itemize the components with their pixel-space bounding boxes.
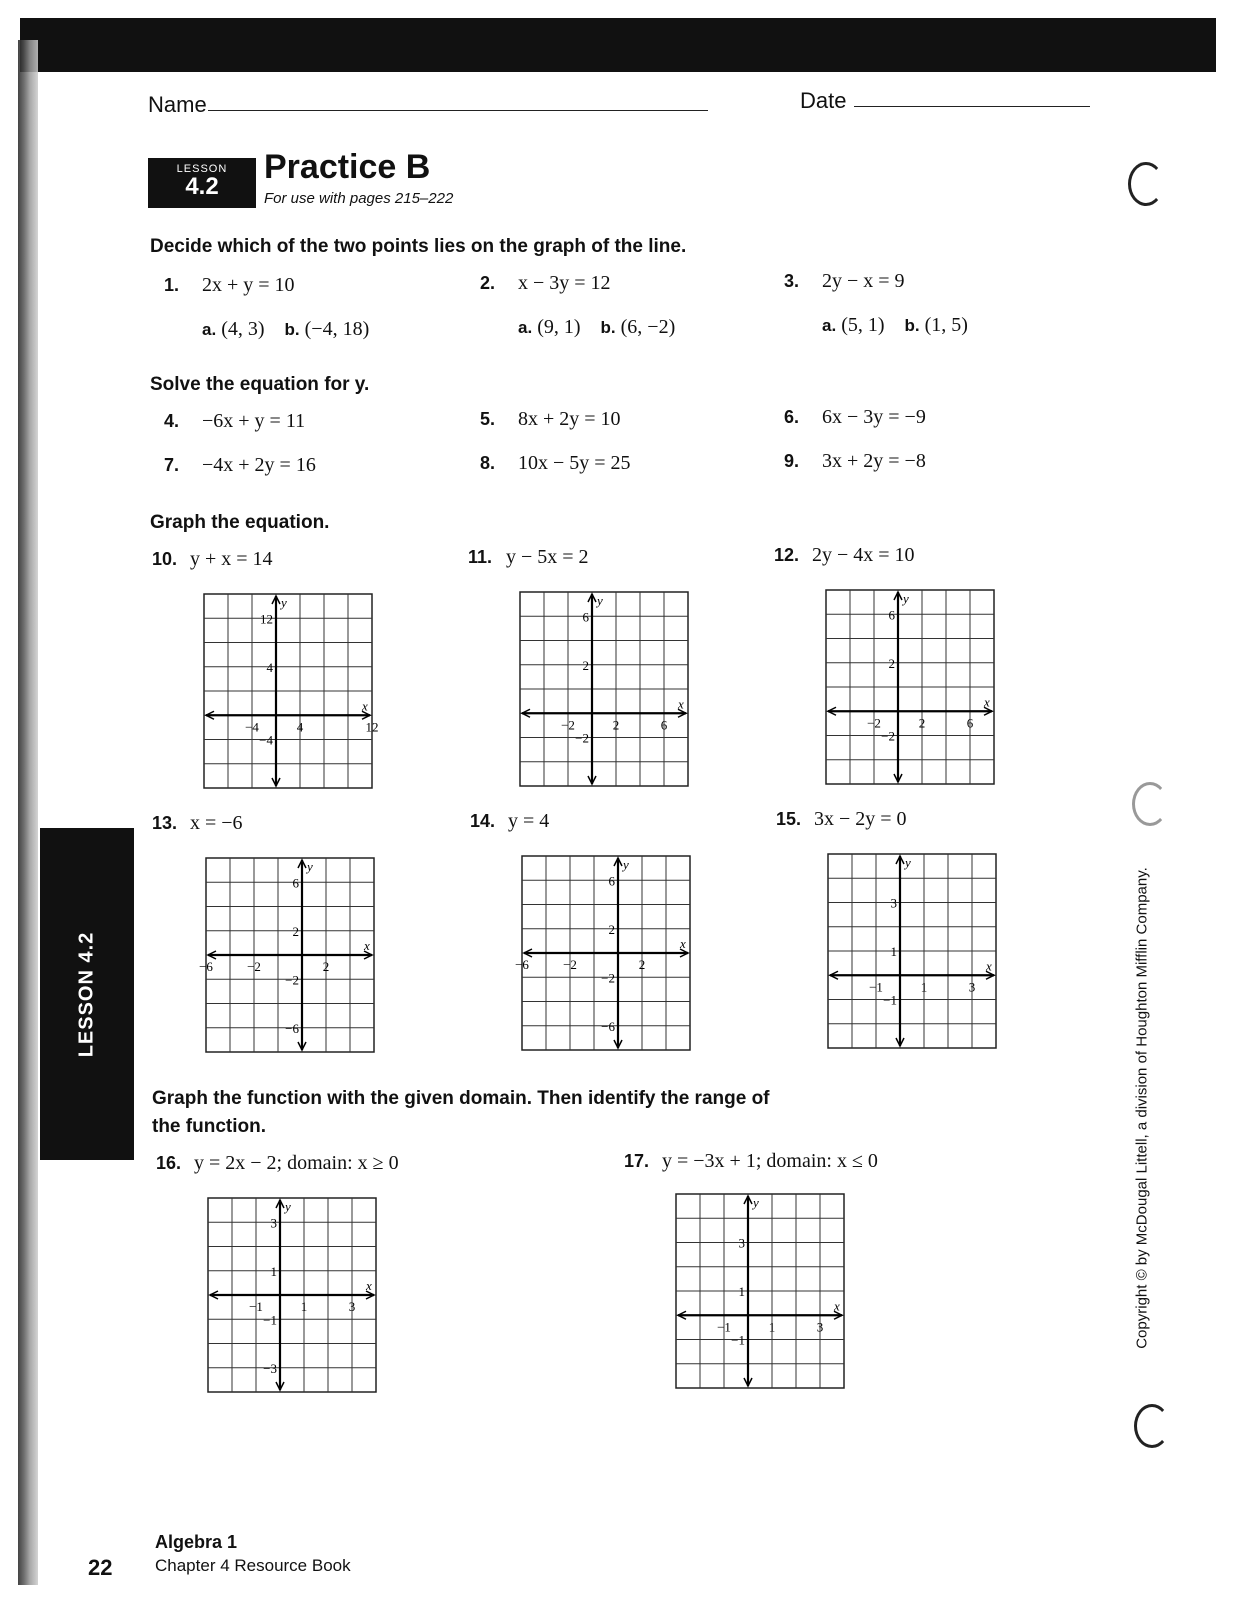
name-field[interactable]	[208, 110, 708, 111]
problem-number: 3.	[784, 271, 800, 291]
graph-11[interactable]	[518, 590, 690, 788]
y-tick-label: 6	[292, 875, 299, 891]
problem-number: 9.	[784, 451, 800, 471]
problem-10	[152, 548, 273, 571]
problem-number: 17.	[624, 1151, 650, 1171]
y-axis-label: y	[905, 855, 911, 870]
choice-a: (9, 1)	[537, 316, 581, 338]
problem-3	[784, 270, 905, 293]
y-tick-label: −1	[731, 1332, 745, 1348]
y-axis-label: y	[597, 593, 603, 608]
y-tick-label: 4	[266, 659, 273, 675]
problem-7	[164, 454, 316, 477]
x-axis-label: x	[986, 958, 992, 974]
x-tick-label: −1	[249, 1299, 263, 1314]
copyright-text: Copyright © by McDougal Littell, a division of Houghton Mifflin Company.	[1133, 867, 1151, 1349]
problem-14	[470, 810, 549, 833]
problem-15	[776, 808, 907, 831]
y-tick-label: 3	[738, 1235, 745, 1251]
y-axis-label: y	[903, 591, 909, 606]
x-tick-label: 6	[966, 715, 974, 731]
equation: −4x + 2y = 16	[202, 454, 316, 476]
y-tick-label: −1	[263, 1312, 277, 1328]
y-tick-label: −3	[263, 1360, 277, 1376]
problem-16	[156, 1152, 399, 1175]
x-tick-label: 3	[348, 1299, 356, 1314]
problem-number: 8.	[480, 453, 496, 473]
graph-13[interactable]	[199, 856, 376, 1054]
problem-number: 1.	[164, 275, 180, 295]
graph-12[interactable]	[824, 588, 996, 786]
x-tick-label: −2	[561, 717, 575, 733]
x-tick-label: 2	[322, 959, 330, 974]
y-tick-label: 3	[270, 1215, 277, 1231]
problem-11	[468, 546, 589, 569]
y-tick-label: 12	[260, 611, 273, 627]
lesson-badge-label: LESSON	[176, 163, 228, 175]
graph-16[interactable]	[206, 1196, 378, 1394]
y-tick-label: −6	[601, 1018, 615, 1034]
side-tab-label-wrap	[40, 828, 134, 1160]
problem-17	[624, 1150, 878, 1173]
problem-number: 6.	[784, 407, 800, 427]
y-tick-label: 6	[608, 873, 615, 889]
y-tick-label: −6	[285, 1020, 299, 1036]
x-tick-label: 2	[612, 717, 620, 733]
choice-label: a.	[822, 316, 837, 335]
x-axis-label: x	[984, 694, 990, 710]
x-tick-label: −1	[869, 979, 883, 995]
equation: 3x + 2y = −8	[822, 450, 926, 472]
choice-b: (−4, 18)	[304, 318, 370, 340]
choice-b: (6, −2)	[620, 316, 676, 338]
y-tick-label: −2	[285, 972, 299, 988]
footer-chapter: Chapter 4 Resource Book	[155, 1556, 351, 1575]
x-axis-label: x	[680, 936, 686, 951]
equation: x = −6	[190, 812, 243, 834]
x-axis-label: x	[678, 696, 684, 712]
side-tab-label: LESSON 4.2	[75, 931, 98, 1057]
section-heading-function: Graph the function with the given domain. Then identify the range of	[152, 1088, 770, 1109]
binding-edge	[18, 40, 38, 1585]
x-tick-label: −6	[199, 959, 213, 974]
problem-5	[480, 408, 621, 431]
binder-hole-bottom	[1134, 1404, 1170, 1448]
y-tick-label: −1	[883, 992, 897, 1008]
date-label: Date	[800, 88, 847, 113]
page-subtitle: For use with pages 215–222	[264, 190, 454, 207]
problem-number: 11.	[468, 547, 493, 567]
y-tick-label: −2	[881, 728, 895, 744]
y-tick-label: 1	[890, 944, 897, 959]
y-tick-label: 3	[890, 895, 897, 911]
x-axis-label: x	[364, 938, 370, 953]
x-tick-label: 2	[918, 715, 926, 731]
problem-number: 12.	[774, 545, 800, 565]
x-tick-label: 1	[920, 979, 928, 995]
choice-a: (4, 3)	[221, 318, 265, 340]
y-axis-label: y	[623, 857, 629, 872]
x-tick-label: 1	[300, 1299, 308, 1314]
graph-17[interactable]	[674, 1192, 846, 1390]
problem-number: 13.	[152, 813, 178, 833]
name-label: Name	[148, 92, 207, 117]
y-tick-label: 6	[582, 609, 589, 625]
x-tick-label: −2	[563, 957, 577, 972]
x-tick-label: 1	[768, 1319, 776, 1335]
date-field[interactable]	[854, 106, 1090, 107]
section-heading-graph: Graph the equation.	[150, 512, 330, 533]
equation: 2y − x = 9	[822, 270, 905, 292]
x-tick-label: −6	[515, 957, 529, 972]
x-axis-label: x	[366, 1278, 372, 1293]
problem-9	[784, 450, 926, 473]
x-tick-label: 3	[816, 1319, 824, 1335]
y-tick-label: 2	[292, 923, 299, 939]
choice-label: b.	[600, 318, 616, 337]
equation: y = 4	[508, 810, 550, 832]
choice-b: (1, 5)	[924, 314, 968, 336]
equation: 8x + 2y = 10	[518, 408, 621, 430]
x-tick-label: 6	[660, 717, 668, 733]
lesson-badge-number: 4.2	[185, 173, 219, 200]
lesson-badge	[148, 158, 256, 208]
y-tick-label: −2	[601, 970, 615, 986]
problem-number: 10.	[152, 549, 178, 569]
binder-hole-top	[1128, 162, 1164, 206]
y-tick-label: 2	[608, 921, 615, 937]
equation: y = −3x + 1; domain: x ≤ 0	[662, 1150, 878, 1172]
top-black-bar	[20, 18, 1216, 72]
section-heading-function-cont: the function.	[152, 1116, 266, 1137]
y-axis-label: y	[281, 595, 287, 610]
x-tick-label: 4	[296, 719, 304, 735]
x-tick-label: −1	[717, 1319, 731, 1335]
graph-10[interactable]	[202, 592, 379, 790]
x-axis-label: x	[362, 698, 368, 714]
equation: x − 3y = 12	[518, 272, 611, 294]
problem-number: 15.	[776, 809, 802, 829]
equation: 2x + y = 10	[202, 274, 295, 296]
binder-hole-middle	[1132, 782, 1168, 826]
choice-label: a.	[202, 320, 217, 339]
problem-number: 5.	[480, 409, 496, 429]
equation: y − 5x = 2	[506, 546, 589, 568]
graph-15[interactable]	[826, 852, 998, 1050]
problem-number: 2.	[480, 273, 496, 293]
x-tick-label: −2	[247, 959, 261, 974]
y-tick-label: −4	[259, 732, 273, 748]
problem-number: 14.	[470, 811, 496, 831]
section-heading-solve: Solve the equation for y.	[150, 374, 370, 395]
x-tick-label: 2	[638, 957, 646, 972]
x-tick-label: 3	[968, 979, 976, 995]
page-title: Practice B	[264, 148, 431, 186]
x-tick-label: −2	[867, 715, 881, 731]
problem-4	[164, 410, 305, 433]
problem-13	[152, 812, 243, 835]
y-tick-label: 2	[888, 655, 895, 671]
problem-number: 4.	[164, 411, 180, 431]
problem-1-choices	[202, 318, 369, 341]
y-tick-label: 1	[738, 1284, 745, 1299]
y-tick-label: 6	[888, 607, 895, 623]
equation: −6x + y = 11	[202, 410, 306, 432]
problem-number: 7.	[164, 455, 180, 475]
problem-2	[480, 272, 611, 295]
section-heading-points: Decide which of the two points lies on the graph of the line.	[150, 236, 687, 257]
y-axis-label: y	[285, 1199, 291, 1214]
equation: 6x − 3y = −9	[822, 406, 926, 428]
equation: 10x − 5y = 25	[518, 452, 631, 474]
y-axis-label: y	[753, 1195, 759, 1210]
problem-8	[480, 452, 631, 475]
problem-3-choices	[822, 314, 968, 337]
x-tick-label: 12	[365, 719, 379, 735]
problem-1	[164, 274, 295, 297]
equation: 2y − 4x = 10	[812, 544, 915, 566]
equation: 3x − 2y = 0	[814, 808, 907, 830]
y-axis-label: y	[307, 859, 313, 874]
problem-6	[784, 406, 926, 429]
equation: y = 2x − 2; domain: x ≥ 0	[194, 1152, 399, 1174]
x-tick-label: −4	[245, 719, 259, 735]
y-tick-label: 2	[582, 657, 589, 673]
choice-label: b.	[284, 320, 300, 339]
choice-label: a.	[518, 318, 533, 337]
y-tick-label: 1	[270, 1263, 277, 1279]
problem-12	[774, 544, 915, 567]
equation: y + x = 14	[190, 548, 273, 570]
choice-a: (5, 1)	[841, 314, 885, 336]
choice-label: b.	[904, 316, 920, 335]
problem-2-choices	[518, 316, 675, 339]
x-axis-label: x	[834, 1298, 840, 1314]
graph-14[interactable]	[515, 854, 692, 1052]
problem-number: 16.	[156, 1153, 182, 1173]
y-tick-label: −2	[575, 730, 589, 746]
footer-book-title: Algebra 1	[155, 1532, 238, 1552]
page-number: 22	[88, 1555, 113, 1580]
